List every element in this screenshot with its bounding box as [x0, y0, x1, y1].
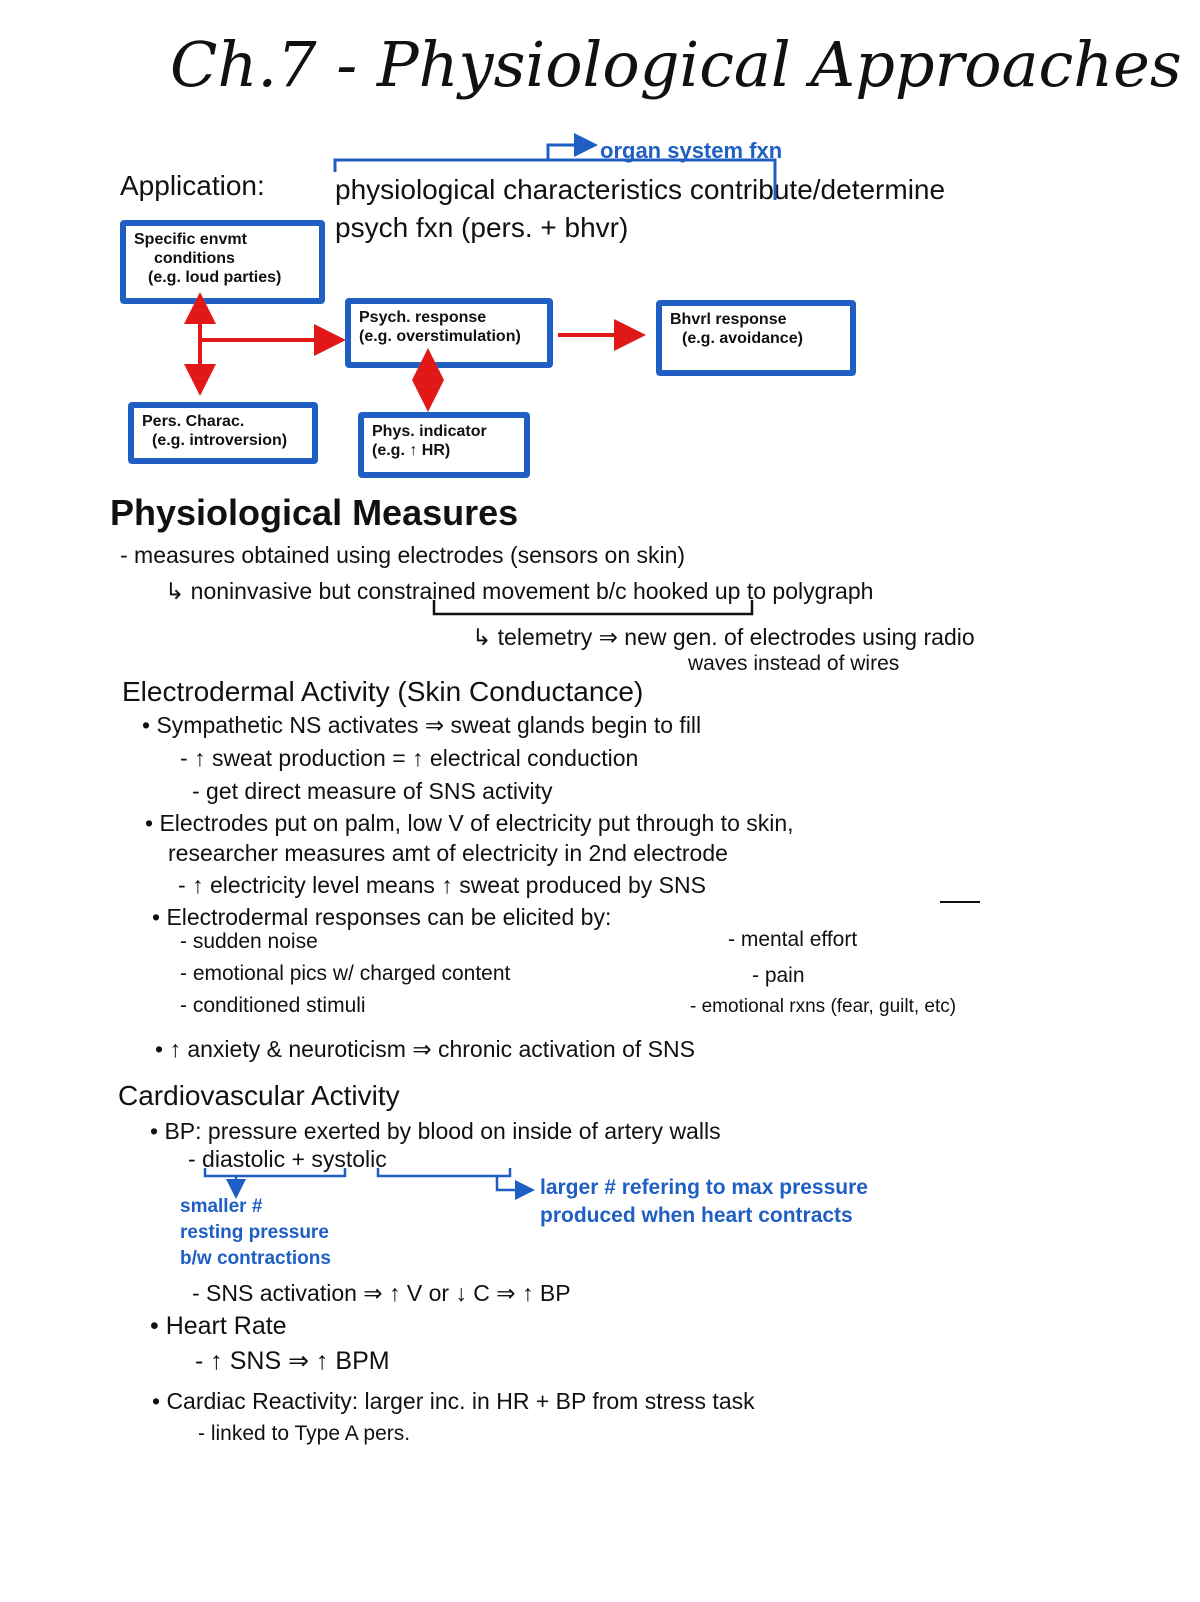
systolic-note-1: larger # refering to max pressure — [540, 1176, 868, 1199]
arrow-to-organ-system — [548, 145, 592, 160]
page-title: Ch.7 - Physiological Approaches — [170, 28, 1182, 101]
measures-line-1: - measures obtained using electrodes (sensors on skin) — [120, 542, 686, 568]
arrow-systolic-right — [497, 1176, 530, 1190]
eda-elicitor-right-3: - emotional rxns (fear, guilt, etc) — [690, 996, 957, 1017]
eda-bullet-4: • ↑ anxiety & neuroticism ⇒ chronic activation of SNS — [155, 1036, 695, 1062]
box-phys-line-2: (e.g. ↑ HR) — [372, 442, 451, 459]
organ-system-annotation: organ system fxn — [600, 138, 783, 163]
cardio-heart-rate: • Heart Rate — [150, 1312, 287, 1340]
box-psych-line-1: Psych. response — [359, 309, 487, 326]
cardio-reactivity: • Cardiac Reactivity: larger inc. in HR + BP from stress task — [152, 1388, 755, 1414]
eda-bullet-1a: - ↑ sweat production = ↑ electrical conduction — [180, 745, 639, 771]
box-bhvr-line-2: (e.g. avoidance) — [682, 330, 803, 347]
eda-elicitor-right-2: - pain — [752, 964, 805, 987]
measures-line-4: waves instead of wires — [688, 652, 900, 675]
cardio-bp-sub: - diastolic + systolic — [188, 1146, 387, 1172]
application-line-1: physiological characteristics contribute/determine — [335, 174, 946, 205]
box-environment-line-2: conditions — [154, 250, 235, 267]
heading-cardiovascular: Cardiovascular Activity — [118, 1080, 400, 1111]
box-phys-line-1: Phys. indicator — [372, 423, 487, 440]
eda-bullet-2c: - ↑ electricity level means ↑ sweat produced by SNS — [178, 872, 706, 898]
cardio-bp: • BP: pressure exerted by blood on inside of artery walls — [150, 1118, 721, 1144]
eda-elicitor-left-2: - emotional pics w/ charged content — [180, 962, 511, 985]
box-pers-line-1: Pers. Charac. — [142, 413, 245, 430]
bracket-systolic — [378, 1168, 510, 1176]
diastolic-note-3: b/w contractions — [180, 1248, 331, 1269]
box-bhvr-line-1: Bhvrl response — [670, 311, 787, 328]
cardio-sns: - SNS activation ⇒ ↑ V or ↓ C ⇒ ↑ BP — [192, 1280, 571, 1306]
eda-bullet-3: • Electrodermal responses can be elicited by: — [152, 904, 612, 930]
eda-elicitor-left-1: - sudden noise — [180, 930, 318, 953]
eda-bullet-2a: • Electrodes put on palm, low V of electricity put through to skin, — [145, 810, 794, 836]
measures-line-3: ↳ telemetry ⇒ new gen. of electrodes using radio — [472, 624, 975, 650]
measures-line-2: ↳ noninvasive but constrained movement b/c hooked up to polygraph — [165, 578, 874, 604]
cardio-reactivity-sub: - linked to Type A pers. — [198, 1422, 411, 1445]
systolic-note-2: produced when heart contracts — [540, 1204, 853, 1227]
box-environment-line-1: Specific envmt — [134, 231, 247, 248]
box-pers-line-2: (e.g. introversion) — [152, 432, 288, 449]
bracket-physiological-characteristics — [335, 160, 775, 200]
box-psych-line-2: (e.g. overstimulation) — [359, 328, 521, 345]
eda-bullet-2b: researcher measures amt of electricity in 2nd electrode — [168, 840, 728, 866]
eda-elicitor-right-1: - mental effort — [728, 928, 858, 951]
eda-bullet-1b: - get direct measure of SNS activity — [192, 778, 553, 804]
application-label: Application: — [120, 170, 265, 201]
diastolic-note-1: smaller # — [180, 1196, 263, 1217]
eda-bullet-1: • Sympathetic NS activates ⇒ sweat glands begin to fill — [142, 712, 702, 738]
heading-electrodermal: Electrodermal Activity (Skin Conductance) — [122, 676, 644, 707]
cardio-heart-rate-sub: - ↑ SNS ⇒ ↑ BPM — [195, 1347, 390, 1375]
application-line-2: psych fxn (pers. + bhvr) — [335, 212, 629, 243]
heading-physiological-measures: Physiological Measures — [110, 492, 519, 533]
diastolic-note-2: resting pressure — [180, 1222, 329, 1243]
box-environment-line-3: (e.g. loud parties) — [148, 269, 282, 286]
eda-elicitor-left-3: - conditioned stimuli — [180, 994, 366, 1017]
